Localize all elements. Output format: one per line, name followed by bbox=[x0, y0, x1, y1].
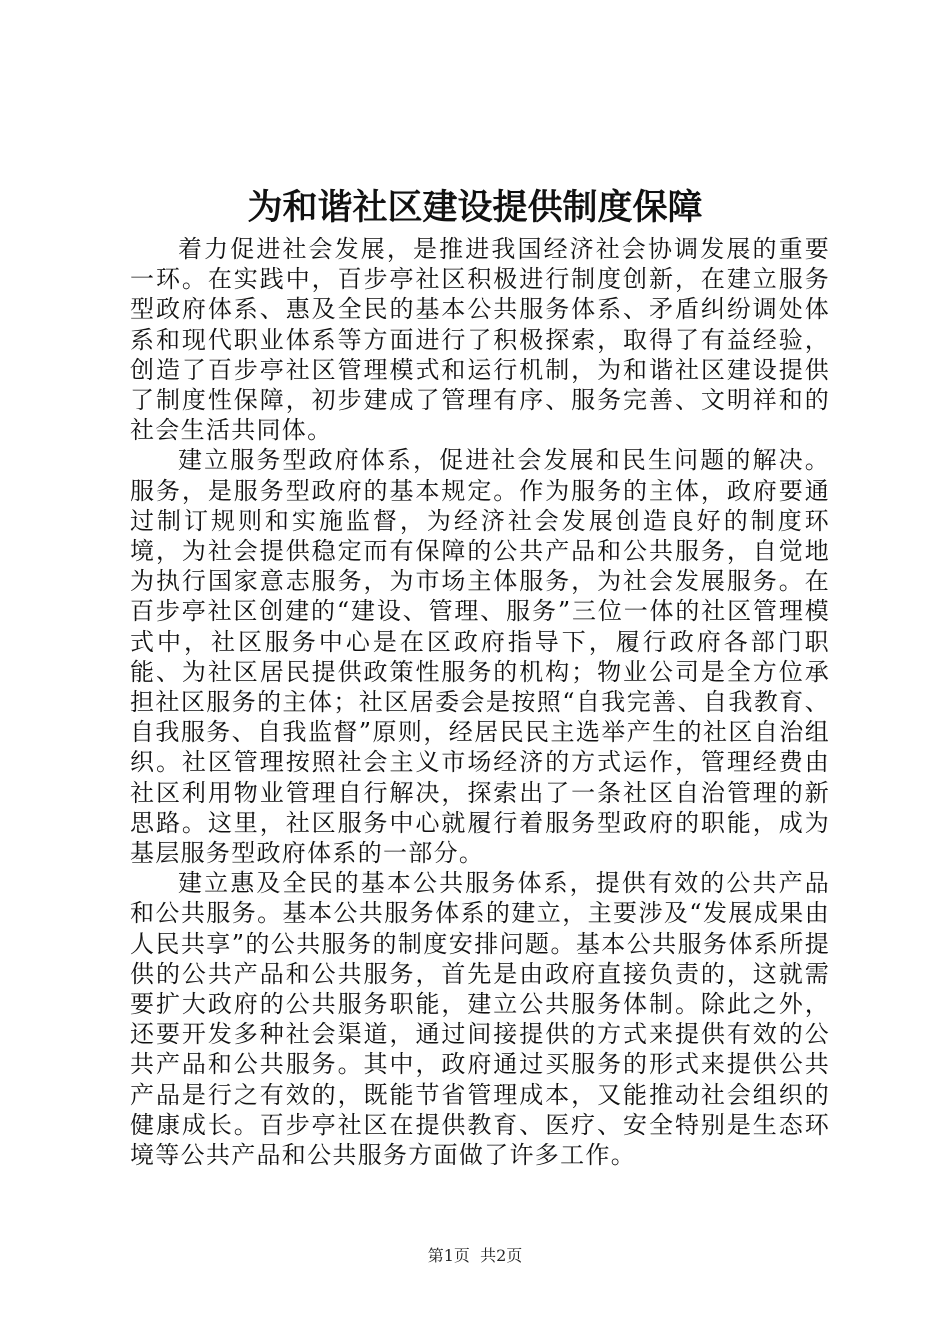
document-title: 为和谐社区建设提供制度保障 bbox=[247, 187, 703, 228]
paragraph-2: 建立服务型政府体系，促进社会发展和民生问题的解决。服务，是服务型政府的基本规定。作为服务的主体，政府要通过制订规则和实施监督，为经济社会发展创造良好的制度环境，为社会提供稳定而有保障的公共产品和公共服务，自觉地为执行国家意志服务，为市场主体服务，为社会发展服务。在百步亭社区创建的“建设、管理、服务”三位一体的社区管理模式中，社区服务中心是在区政府指导下，履行政府各部门职能、为社区居民提供政策性服务的机构；物业公司是全方位承担社区服务的主体；社区居委会是按照“自我完善、自我教育、自我服务、自我监督”原则，经居民民主选举产生的社区自治组织。社区管理按照社会主义市场经济的方式运作，管理经费由社区利用物业管理自行解决，探索出了一条社区自治管理的新思路。这里，社区服务中心就履行着服务型政府的职能，成为基层服务型政府体系的一部分。 bbox=[130, 446, 830, 868]
page-total: 共2页 bbox=[480, 1246, 523, 1265]
paragraph-1: 着力促进社会发展，是推进我国经济社会协调发展的重要一环。在实践中，百步亭社区积极进行制度创新，在建立服务型政府体系、惠及全民的基本公共服务体系、矛盾纠纷调处体系和现代职业体系等方面进行了积极探索，取得了有益经验，创造了百步亭社区管理模式和运行机制，为和谐社区建设提供了制度性保障，初步建成了管理有序、服务完善、文明祥和的社会生活共同体。 bbox=[130, 235, 830, 445]
page-footer bbox=[0, 1246, 950, 1266]
page-number: 第1页 bbox=[427, 1246, 470, 1265]
paragraph-3: 建立惠及全民的基本公共服务体系，提供有效的公共产品和公共服务。基本公共服务体系的建立，主要涉及“发展成果由人民共享”的公共服务的制度安排问题。基本公共服务体系所提供的公共产品和公共服务，首先是由政府直接负责的，这就需要扩大政府的公共服务职能，建立公共服务体制。除此之外，还要开发多种社会渠道，通过间接提供的方式来提供有效的公共产品和公共服务。其中，政府通过买服务的形式来提供公共产品是行之有效的，既能节省管理成本，又能推动社会组织的健康成长。百步亭社区在提供教育、医疗、安全特别是生态环境等公共产品和公共服务方面做了许多工作。 bbox=[130, 869, 830, 1170]
document-body bbox=[130, 234, 830, 1170]
